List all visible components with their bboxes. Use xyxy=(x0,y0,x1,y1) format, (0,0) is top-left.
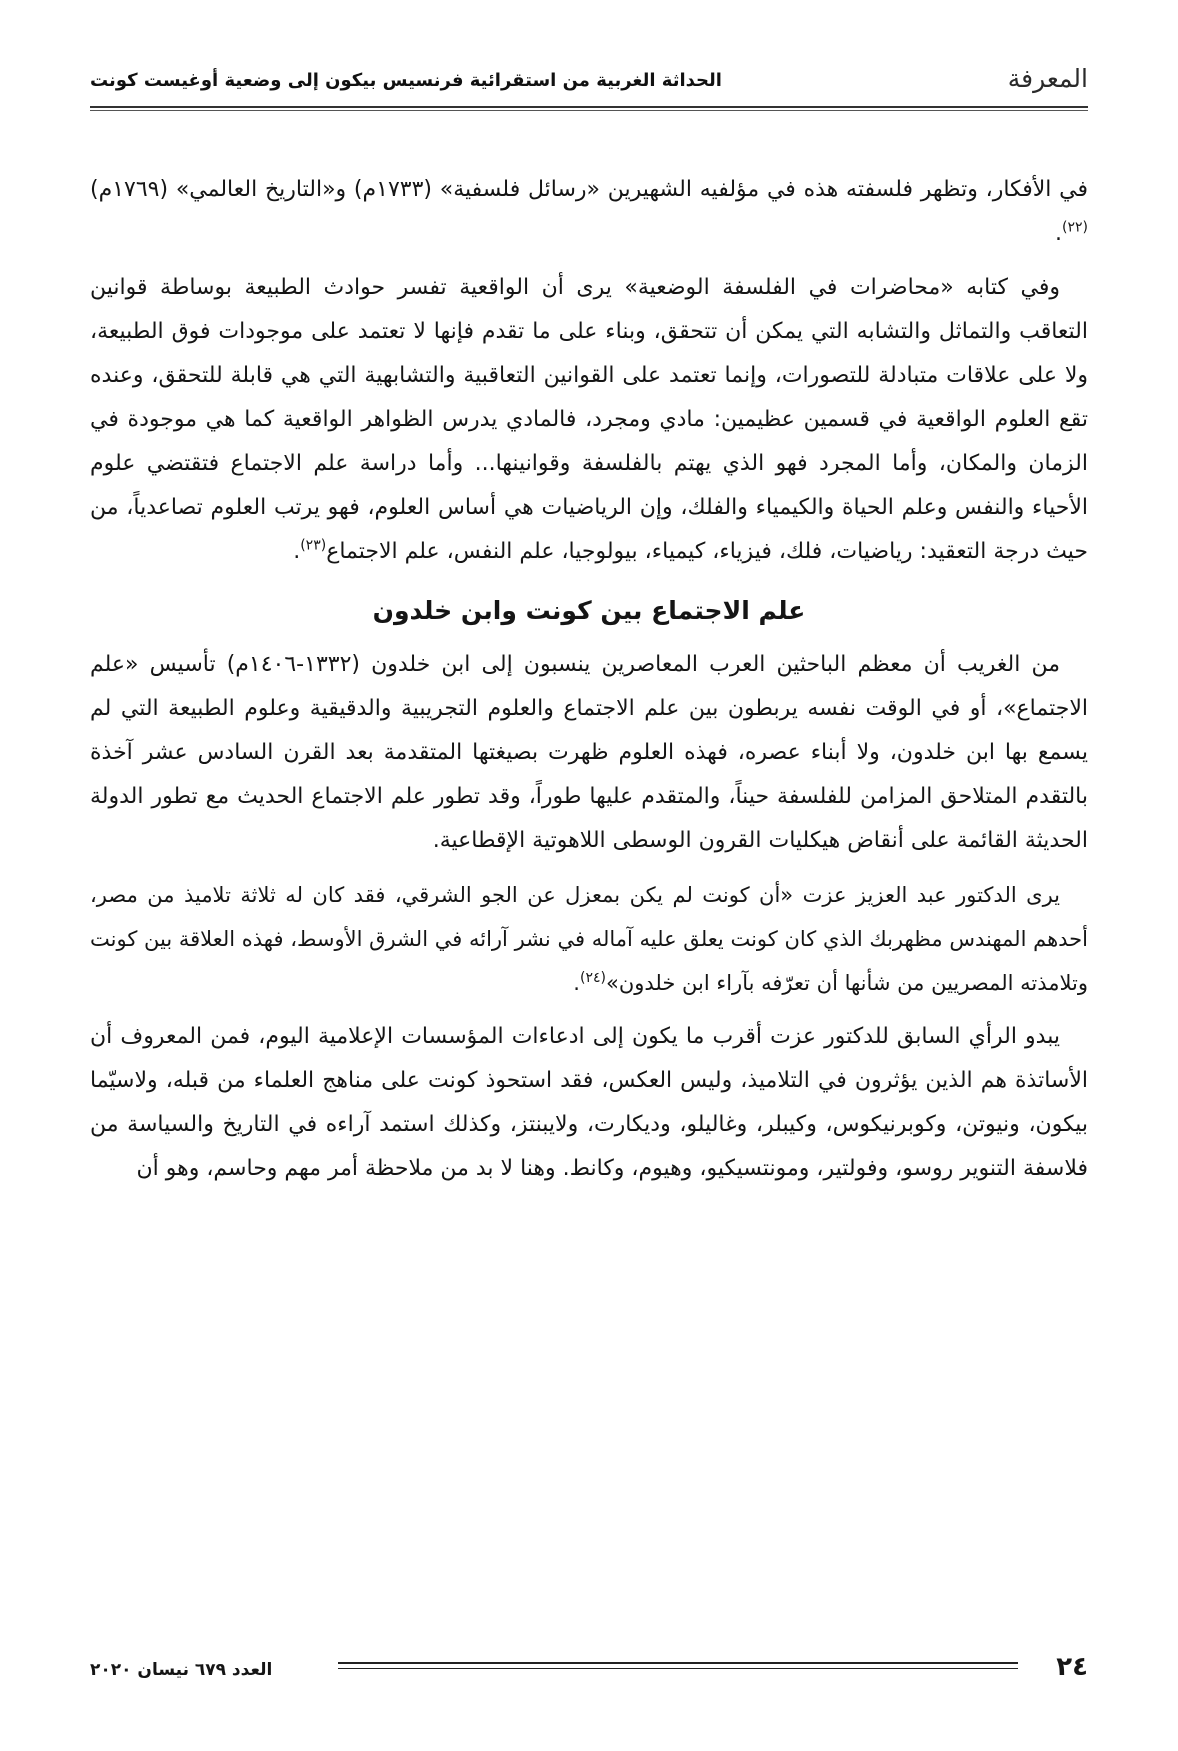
paragraph-1: في الأفكار، وتظهر فلسفته هذه في مؤلفيه الشهيرين «رسائل فلسفية» (١٧٣٣م) و«التاريخ العالمي» (١٧٦٩م)$^{(٢٢)}$. xyxy=(90,177,1089,246)
page-header xyxy=(90,62,1088,102)
footer-rule-thin xyxy=(338,1668,1018,1669)
paragraph-2-text: وفي كتابه «محاضرات في الفلسفة الوضعية» يرى أن الواقعية تفسر حوادث الطبيعة بوساطة قوانين التعاقب والتماثل والتشابه التي يمكن أن تتحقق، وبناء على ما تقدم فإنها لا تعتمد على موجودات فوق الطبيعة، ولا على علاقات متبادلة للتصورات، وإنما تعتمد على القوانين التعاقبية والتشابهية التي هي قابلة للتحقق، وعنده تقع العلوم الواقعية في قسمين عظيمين: مادي ومجرد، فالمادي يدرس الظواهر الواقعية كما هي موجودة في الزمان والمكان، وأما المجرد فهو الذي يهتم بالفلسفة وقوانينها... وأما دراسة علم الاجتماع فتقتضي علوم الأحياء والنفس وعلم الحياة والكيمياء والفلك، وإن الرياضيات هي أساس العلوم، فهو يرتب العلوم تصاعدياً، من حيث درجة التعقيد: رياضيات، فلك، فيزياء، كيمياء، بيولوجيا، علم النفس، علم الاجتماع xyxy=(90,275,1088,564)
header-rule xyxy=(90,106,1088,108)
journal-logo: المعرفة xyxy=(1007,64,1088,93)
section-heading: علم الاجتماع بين كونت وابن خلدون xyxy=(372,596,806,625)
paragraph-5: يبدو الرأي السابق للدكتور عزت أقرب ما يكون إلى ادعاءات المؤسسات الإعلامية اليوم، فمن المعروف أن الأساتذة هم الذين يؤثرون في التلاميذ، وليس العكس، فقد استحوذ كونت على مناهج العلماء من قبله، ولاسيّما بيكون، ونيوتن، وكوبرنيكوس، وكيبلر، وغاليلو، وديكارت، ولايبنتز، وكذلك استمد آراءه في التاريخ والسياسة من فلاسفة التنوير روسو، وفولتير، ومونتسيكيو، وهيوم، وكانط. وهنا لا بد من ملاحظة أمر مهم وحاسم، وهو أن xyxy=(90,1024,1088,1181)
issue-label: العدد ٦٧٩ نيسان ٢٠٢٠ xyxy=(90,1660,273,1680)
paragraph-4: يرى الدكتور عبد العزيز عزت «أن كونت لم يكن بمعزل عن الجو الشرقي، فقد كان له ثلاثة تلاميذ من مصر، أحدهم المهندس مظهربك الذي كان كونت يعلق عليه آماله في نشر آرائه في الشرق الأوسط، فهذه العلاقة بين كونت وتلامذته المصريين من شأنها أن تعرّفه بآراء ابن خلدون»$^{(٢٤)}$. xyxy=(90,883,1088,995)
footnote-ref-24[interactable]: (٢٤) xyxy=(579,970,606,986)
running-title: الحداثة الغربية من استقرائية فرنسيس بيكون إلى وضعية أوغيست كونت xyxy=(90,70,722,91)
paragraph-4-text: يرى الدكتور عبد العزيز عزت «أن كونت لم يكن بمعزل عن الجو الشرقي، فقد كان له ثلاثة تلاميذ من مصر، أحدهم المهندس مظهربك الذي كان كونت يعلق عليه آماله في نشر آرائه في الشرق الأوسط، فهذه العلاقة بين كونت وتلامذته المصريين من شأنها أن تعرّفه بآراء ابن خلدون» xyxy=(90,883,1088,995)
footer-rule xyxy=(338,1662,1018,1664)
footnote-ref-22[interactable]: (٢٢) xyxy=(1062,219,1088,236)
paragraph-1-text: في الأفكار، وتظهر فلسفته هذه في مؤلفيه الشهيرين «رسائل فلسفية» (١٧٣٣م) و«التاريخ العالمي» (١٧٦٩م) xyxy=(90,177,1089,202)
footnote-ref-23[interactable]: (٢٣) xyxy=(300,537,327,554)
paragraph-2: وفي كتابه «محاضرات في الفلسفة الوضعية» يرى أن الواقعية تفسر حوادث الطبيعة بوساطة قوانين التعاقب والتماثل والتشابه التي يمكن أن تتحقق، وبناء على ما تقدم فإنها لا تعتمد على موجودات فوق الطبيعة، ولا على علاقات متبادلة للتصورات، وإنما تعتمد على القوانين التعاقبية والتشابهية التي هي قابلة للتحقق، وعنده تقع العلوم الواقعية في قسمين عظيمين: مادي ومجرد، فالمادي يدرس الظواهر الواقعية كما هي موجودة في الزمان والمكان، وأما المجرد فهو الذي يهتم بالفلسفة وقوانينها... وأما دراسة علم الاجتماع فتقتضي علوم الأحياء والنفس وعلم الحياة والكيمياء والفلك، وإن الرياضيات هي أساس العلوم، فهو يرتب العلوم تصاعدياً، من حيث درجة التعقيد: رياضيات، فلك، فيزياء، كيمياء، بيولوجيا، علم النفس، علم الاجتماع$^{(٢٣)}$. xyxy=(90,275,1088,564)
article-body xyxy=(90,168,1088,1191)
header-rule-thin xyxy=(90,110,1088,111)
paragraph-3: من الغريب أن معظم الباحثين العرب المعاصرين ينسبون إلى ابن خلدون (١٣٣٢-١٤٠٦م) تأسيس «علم الاجتماع»، أو في الوقت نفسه يربطون بين علم الاجتماع والعلوم التجريبية والدقيقية وعلوم الطبيعة التي لم يسمع بها ابن خلدون، ولا أبناء عصره، فهذه العلوم ظهرت بصيغتها المتقدمة بعد القرن السادس عشر آخذة بالتقدم المتلاحق المزامن للفلسفة حيناً، والمتقدم عليها طوراً، وقد تطور علم الاجتماع الحديث مع تطور الدولة الحديثة القائمة على أنقاض هيكليات القرون الوسطى اللاهوتية الإقطاعية. xyxy=(90,652,1088,853)
page-number: ٢٤ xyxy=(1056,1652,1088,1682)
page-footer xyxy=(90,1652,1088,1692)
